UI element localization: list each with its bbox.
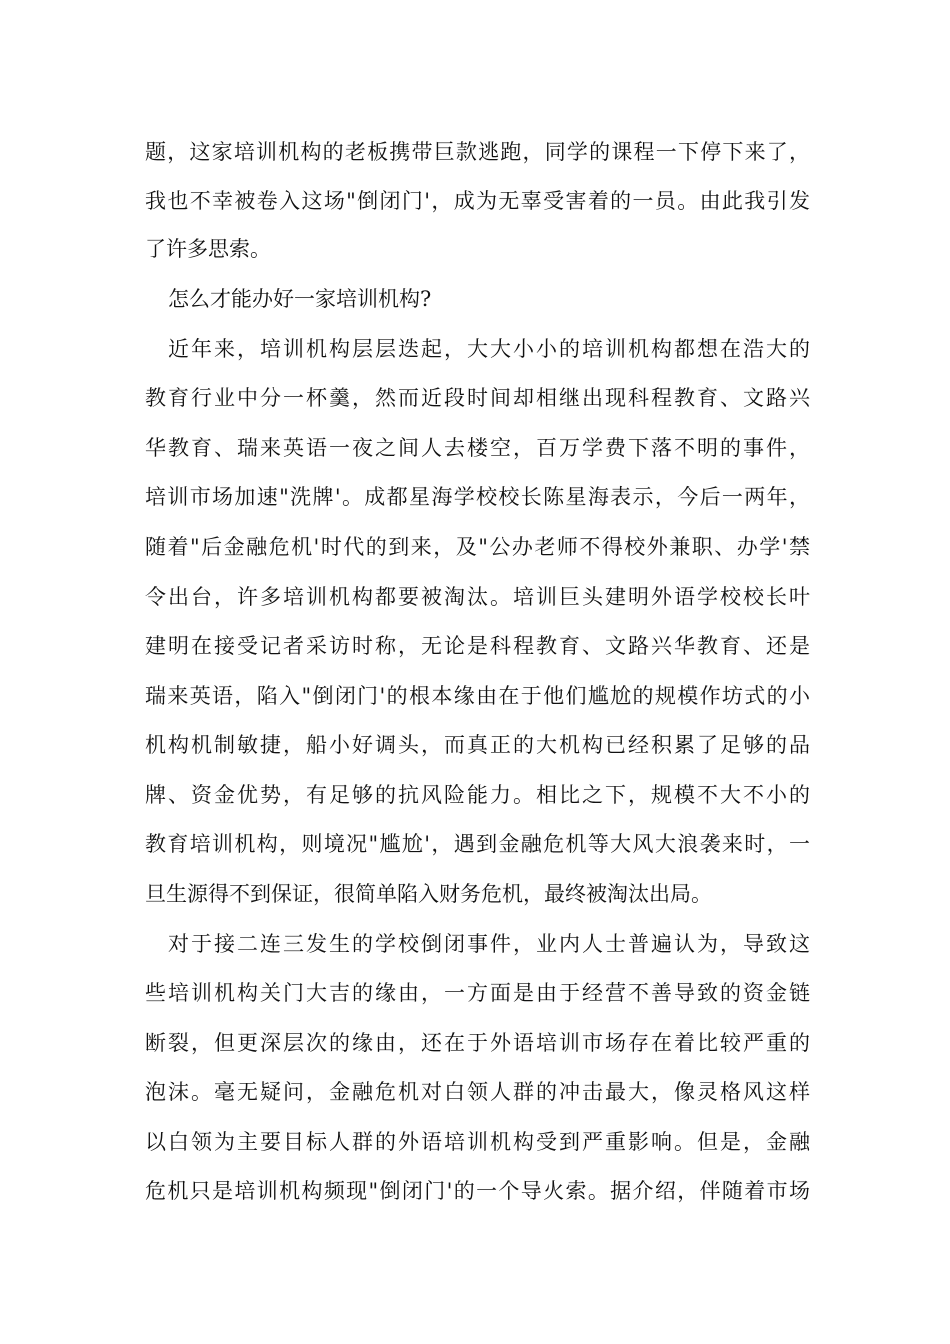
- text-line: 教育培训机构，则境况"尴尬'，遇到金融危机等大风大浪袭来时，一: [145, 832, 810, 856]
- text-line: 牌、资金优势，有足够的抗风险能力。相比之下，规模不大不小的: [145, 783, 810, 807]
- text-line: 瑞来英语，陷入"倒闭门'的根本缘由在于他们尴尬的规模作坊式的小: [145, 684, 810, 708]
- text-line: 旦生源得不到保证，很简单陷入财务危机，最终被淘汰出局。: [145, 882, 712, 906]
- text-line: 教育行业中分一杯羹，然而近段时间却相继出现科程教育、文路兴: [145, 386, 810, 410]
- text-line: 断裂，但更深层次的缘由，还在于外语培训市场存在着比较严重的: [145, 1031, 810, 1055]
- text-line: 题，这家培训机构的老板携带巨款逃跑，同学的课程一下停下来了，: [145, 140, 810, 164]
- text-line: 些培训机构关门大吉的缘由，一方面是由于经营不善导致的资金链: [145, 981, 810, 1005]
- text-line: 培训市场加速"洗牌'。成都星海学校校长陈星海表示，今后一两年，: [145, 485, 810, 509]
- section-heading: 怎么才能办好一家培训机构?: [168, 287, 432, 311]
- text-line: 危机只是培训机构频现"倒闭门'的一个导火索。据介绍，伴随着市场: [145, 1179, 810, 1203]
- text-line: 以白领为主要目标人群的外语培训机构受到严重影响。但是，金融: [145, 1130, 810, 1154]
- text-line: 了许多思索。: [145, 237, 271, 261]
- text-line: 我也不幸被卷入这场"倒闭门'，成为无辜受害着的一员。由此我引发: [145, 189, 810, 213]
- text-line: 机构机制敏捷，船小好调头，而真正的大机构已经积累了足够的品: [145, 733, 810, 757]
- text-line: 华教育、瑞来英语一夜之间人去楼空，百万学费下落不明的事件，: [145, 436, 810, 460]
- text-line: 随着"后金融危机'时代的到来，及"公办老师不得校外兼职、办学'禁: [145, 535, 810, 559]
- text-line: 近年来，培训机构层层迭起，大大小小的培训机构都想在浩大的: [168, 337, 810, 361]
- text-line: 令出台，许多培训机构都要被淘汰。培训巨头建明外语学校校长叶: [145, 585, 810, 609]
- text-line: 建明在接受记者采访时称，无论是科程教育、文路兴华教育、还是: [145, 634, 810, 658]
- text-line: 对于接二连三发生的学校倒闭事件，业内人士普遍认为，导致这: [168, 932, 810, 956]
- text-line: 泡沫。毫无疑问，金融危机对白领人群的冲击最大，像灵格风这样: [145, 1080, 810, 1104]
